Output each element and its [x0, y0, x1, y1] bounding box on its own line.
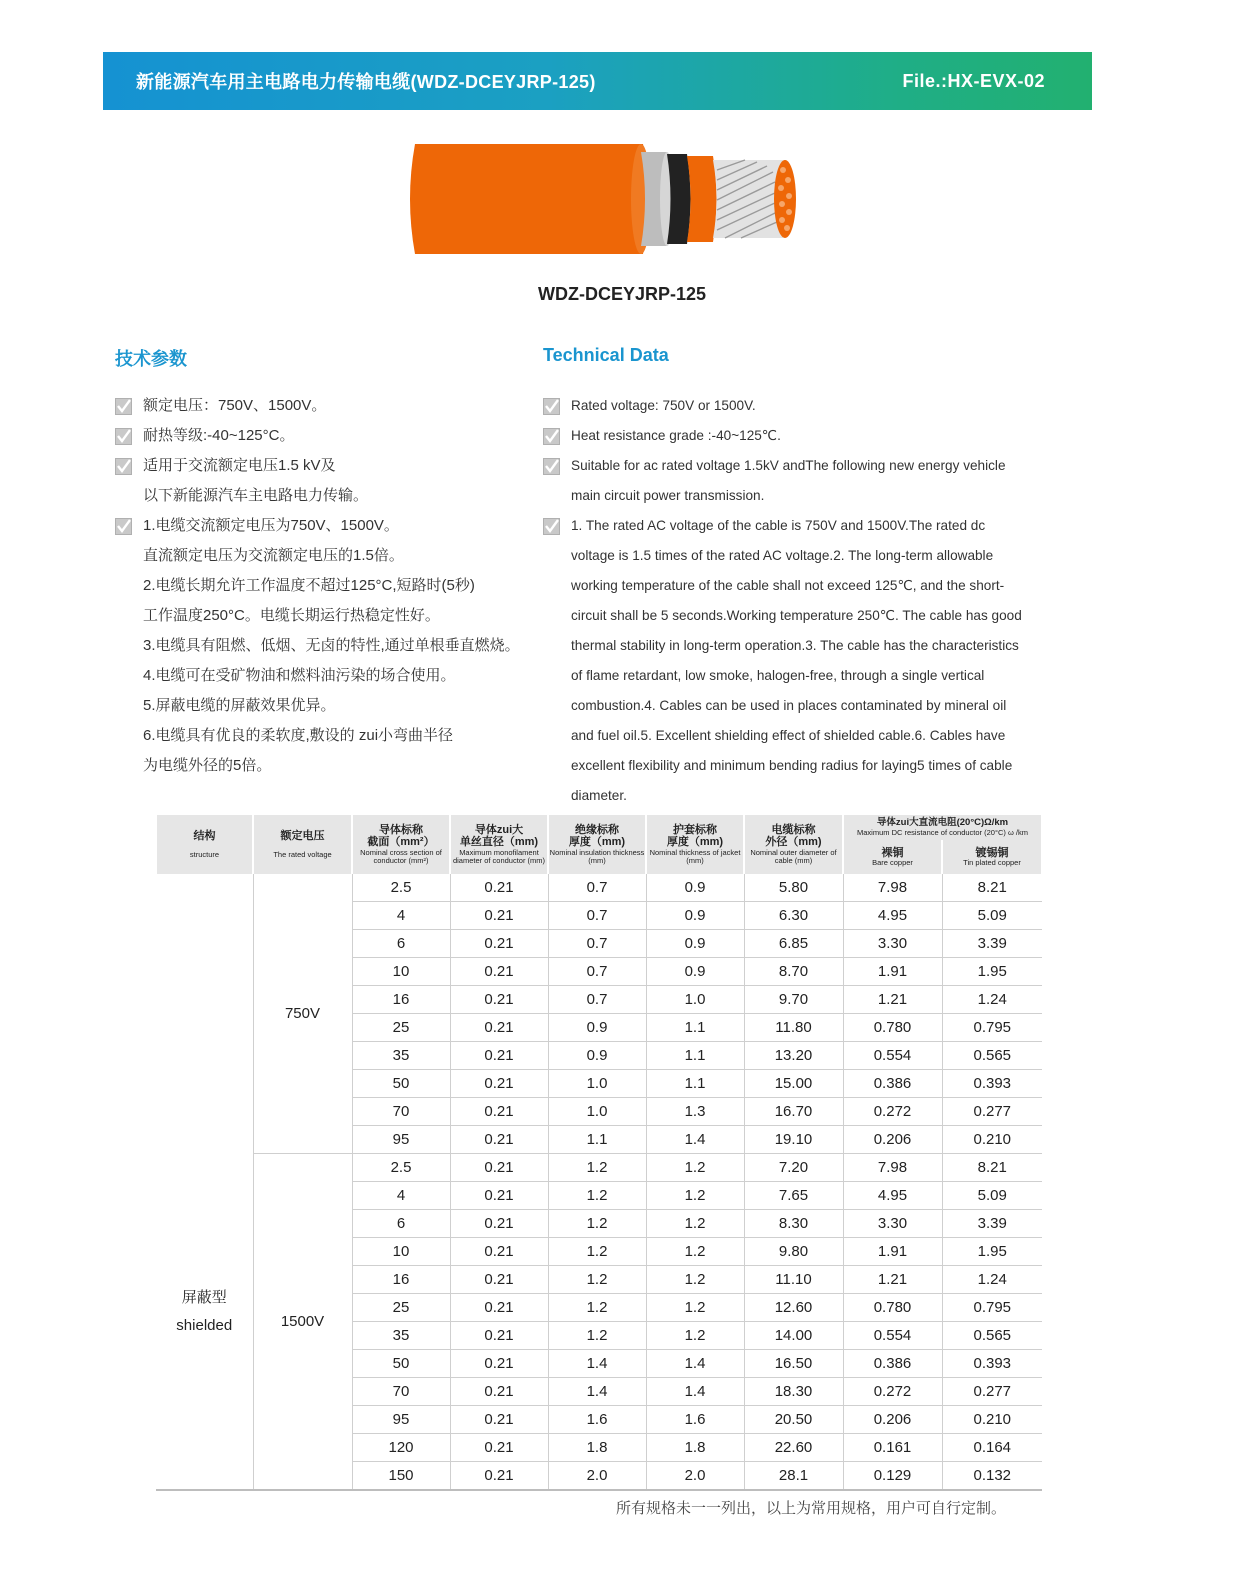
table-cell: 1.8 — [646, 1434, 744, 1462]
tech-line — [115, 511, 545, 541]
table-cell: 7.65 — [744, 1182, 843, 1210]
table-cell: 22.60 — [744, 1434, 843, 1462]
table-cell: 16.70 — [744, 1098, 843, 1126]
tech-line-text: excellent flexibility and minimum bending radius for laying5 times of cable — [571, 758, 1013, 773]
tech-line-text: 4.电缆可在受矿物油和燃料油污染的场合使用。 — [143, 667, 456, 684]
col-header-insulation: 绝缘标称 厚度（mm) Nominal insulation thickness (mm) — [548, 815, 646, 874]
table-cell: 0.795 — [942, 1294, 1042, 1322]
table-cell: 150 — [352, 1462, 450, 1491]
table-cell: 7.20 — [744, 1154, 843, 1182]
table-cell: 1.91 — [843, 958, 942, 986]
col-header-structure: 结构 structure — [156, 815, 253, 874]
table-cell: 35 — [352, 1042, 450, 1070]
structure-cell — [156, 874, 253, 1490]
tech-line-text: working temperature of the cable shall not exceed 125℃, and the short- — [571, 578, 1005, 593]
tech-line-text: 3.电缆具有阻燃、低烟、无卤的特性,通过单根垂直燃烧。 — [143, 637, 520, 654]
table-cell: 0.393 — [942, 1350, 1042, 1378]
table-cell: 95 — [352, 1126, 450, 1154]
table-cell: 0.21 — [450, 1182, 548, 1210]
voltage-cell: 750V — [253, 874, 352, 1154]
table-cell: 1.2 — [548, 1210, 646, 1238]
tech-line-text: Suitable for ac rated voltage 1.5kV andThe following new energy vehicle — [571, 458, 1006, 473]
tech-line — [115, 541, 545, 571]
table-cell: 4.95 — [843, 1182, 942, 1210]
check-mark-icon — [543, 518, 560, 535]
table-cell: 0.9 — [646, 874, 744, 902]
table-cell: 1.2 — [646, 1266, 744, 1294]
tech-line-text: 6.电缆具有优良的柔软度,敷设的 zui小弯曲半径 — [143, 727, 454, 744]
table-cell: 1.21 — [843, 986, 942, 1014]
check-mark-icon — [543, 398, 560, 415]
table-cell: 1.2 — [646, 1154, 744, 1182]
tech-en-list — [543, 391, 1083, 811]
table-cell: 1.24 — [942, 1266, 1042, 1294]
tech-line-text: thermal stability in long-term operation.3. The cable has the characteristics — [571, 638, 1019, 653]
table-cell: 18.30 — [744, 1378, 843, 1406]
table-cell: 16 — [352, 1266, 450, 1294]
table-cell: 0.795 — [942, 1014, 1042, 1042]
document-title: 新能源汽车用主电路电力传输电缆(WDZ-DCEYJRP-125) — [136, 72, 596, 92]
table-cell: 8.30 — [744, 1210, 843, 1238]
table-cell: 0.565 — [942, 1042, 1042, 1070]
table-cell: 0.386 — [843, 1350, 942, 1378]
table-cell: 9.80 — [744, 1238, 843, 1266]
table-cell: 70 — [352, 1378, 450, 1406]
table-cell: 0.9 — [548, 1042, 646, 1070]
tech-cn-title: 技术参数 — [115, 349, 187, 369]
table-cell: 2.0 — [548, 1462, 646, 1491]
tech-line — [115, 631, 545, 661]
header-banner — [103, 52, 1092, 110]
table-cell: 0.386 — [843, 1070, 942, 1098]
structure-en: shielded — [176, 1316, 233, 1334]
table-cell: 0.21 — [450, 1210, 548, 1238]
table-cell: 8.70 — [744, 958, 843, 986]
table-cell: 5.80 — [744, 874, 843, 902]
table-cell: 0.21 — [450, 1070, 548, 1098]
tech-line-text: 2.电缆长期允许工作温度不超过125°C,短路时(5秒) — [143, 577, 475, 594]
table-cell: 0.21 — [450, 1294, 548, 1322]
table-cell: 1.8 — [548, 1434, 646, 1462]
table-cell: 0.554 — [843, 1042, 942, 1070]
table-cell: 0.21 — [450, 1462, 548, 1491]
tech-line — [543, 421, 1083, 451]
table-cell: 1.3 — [646, 1098, 744, 1126]
table-cell: 1.2 — [646, 1238, 744, 1266]
check-mark-icon — [115, 428, 132, 445]
table-cell: 0.9 — [646, 958, 744, 986]
table-cell: 9.70 — [744, 986, 843, 1014]
product-model: WDZ-DCEYJRP-125 — [537, 284, 707, 304]
table-cell: 10 — [352, 958, 450, 986]
tech-line-text: of flame retardant, low smoke, halogen-free, through a single vertical — [571, 668, 985, 683]
table-cell: 6 — [352, 930, 450, 958]
table-cell: 0.780 — [843, 1294, 942, 1322]
cable-semiconductive-layer — [667, 154, 691, 244]
table-cell: 35 — [352, 1322, 450, 1350]
table-cell: 1.6 — [646, 1406, 744, 1434]
table-cell: 1.2 — [548, 1154, 646, 1182]
col-header-bare-copper: 裸铜 Bare copper — [843, 840, 942, 874]
table-cell: 11.10 — [744, 1266, 843, 1294]
table-row — [156, 874, 1042, 902]
tech-line — [115, 481, 545, 511]
table-cell: 1.0 — [548, 1070, 646, 1098]
table-cell: 4.95 — [843, 902, 942, 930]
table-cell: 2.5 — [352, 1154, 450, 1182]
table-cell: 8.21 — [942, 874, 1042, 902]
table-cell: 1.2 — [548, 1294, 646, 1322]
table-cell: 0.21 — [450, 1406, 548, 1434]
tech-line — [543, 661, 1083, 691]
tech-line-text: 1. The rated AC voltage of the cable is 750V and 1500V.The rated dc — [571, 518, 986, 533]
table-cell: 1.4 — [548, 1378, 646, 1406]
tech-line — [543, 781, 1083, 811]
table-cell: 0.21 — [450, 1350, 548, 1378]
table-cell: 1.2 — [548, 1238, 646, 1266]
table-cell: 3.39 — [942, 930, 1042, 958]
table-cell: 0.161 — [843, 1434, 942, 1462]
table-cell: 1.6 — [548, 1406, 646, 1434]
table-cell: 1.2 — [548, 1266, 646, 1294]
tech-line-text: 耐热等级:-40~125°C。 — [143, 427, 295, 444]
tech-line — [543, 631, 1083, 661]
tech-line — [115, 751, 545, 781]
col-header-outer-diameter: 电缆标称 外径（mm) Nominal outer diameter of cable (mm) — [744, 815, 843, 874]
tech-line-text: 额定电压：750V、1500V。 — [143, 397, 327, 414]
table-cell: 0.206 — [843, 1126, 942, 1154]
check-mark-icon — [115, 518, 132, 535]
tech-line-text: 直流额定电压为交流额定电压的1.5倍。 — [143, 547, 404, 564]
tech-line — [115, 721, 545, 751]
table-cell: 3.39 — [942, 1210, 1042, 1238]
table-cell: 1.2 — [548, 1182, 646, 1210]
table-cell: 3.30 — [843, 1210, 942, 1238]
table-cell: 0.21 — [450, 874, 548, 902]
table-cell: 0.21 — [450, 1098, 548, 1126]
table-cell: 0.21 — [450, 930, 548, 958]
table-cell: 15.00 — [744, 1070, 843, 1098]
table-cell: 1.2 — [548, 1322, 646, 1350]
table-cell: 1.0 — [548, 1098, 646, 1126]
table-cell: 1.95 — [942, 1238, 1042, 1266]
tech-line — [543, 511, 1083, 541]
table-cell: 0.21 — [450, 986, 548, 1014]
table-cell: 0.164 — [942, 1434, 1042, 1462]
table-cell: 5.09 — [942, 1182, 1042, 1210]
tech-line-text: voltage is 1.5 times of the rated AC voltage.2. The long-term allowable — [571, 548, 994, 563]
tech-line-text: 5.屏蔽电缆的屏蔽效果优异。 — [143, 697, 336, 714]
table-cell: 1.91 — [843, 1238, 942, 1266]
tech-line — [115, 421, 545, 451]
table-cell: 0.21 — [450, 1434, 548, 1462]
voltage-cell: 1500V — [253, 1154, 352, 1491]
cable-jacket — [410, 144, 648, 254]
tech-line-text: 为电缆外径的5倍。 — [143, 757, 272, 774]
table-cell: 5.09 — [942, 902, 1042, 930]
table-cell: 0.21 — [450, 1154, 548, 1182]
table-cell: 1.2 — [646, 1294, 744, 1322]
table-cell: 2.5 — [352, 874, 450, 902]
table-cell: 6 — [352, 1210, 450, 1238]
table-cell: 0.7 — [548, 958, 646, 986]
check-mark-icon — [543, 428, 560, 445]
table-cell: 0.272 — [843, 1378, 942, 1406]
tech-line-text: 适用于交流额定电压1.5 kV及 — [143, 457, 336, 474]
table-cell: 4 — [352, 902, 450, 930]
tech-line — [543, 751, 1083, 781]
tech-line — [115, 691, 545, 721]
table-cell: 70 — [352, 1098, 450, 1126]
table-cell: 14.00 — [744, 1322, 843, 1350]
table-cell: 0.21 — [450, 1238, 548, 1266]
table-cell: 1.4 — [548, 1350, 646, 1378]
table-cell: 7.98 — [843, 1154, 942, 1182]
table-cell: 28.1 — [744, 1462, 843, 1491]
table-cell: 0.393 — [942, 1070, 1042, 1098]
cable-illustration — [405, 140, 825, 258]
table-cell: 0.21 — [450, 1014, 548, 1042]
table-cell: 0.21 — [450, 1042, 548, 1070]
table-cell: 0.21 — [450, 958, 548, 986]
tech-line-text: Rated voltage: 750V or 1500V. — [571, 398, 756, 413]
table-cell: 16 — [352, 986, 450, 1014]
tech-line — [543, 481, 1083, 511]
tech-line-text: circuit shall be 5 seconds.Working temperature 250℃. The cable has good — [571, 608, 1022, 623]
table-cell: 2.0 — [646, 1462, 744, 1491]
table-cell: 0.129 — [843, 1462, 942, 1491]
table-row — [156, 1154, 1042, 1182]
table-cell: 50 — [352, 1350, 450, 1378]
tech-line — [115, 571, 545, 601]
table-cell: 0.132 — [942, 1462, 1042, 1491]
table-cell: 0.277 — [942, 1098, 1042, 1126]
table-cell: 0.21 — [450, 1322, 548, 1350]
check-mark-icon — [115, 458, 132, 475]
check-mark-icon — [543, 458, 560, 475]
table-cell: 0.565 — [942, 1322, 1042, 1350]
table-cell: 20.50 — [744, 1406, 843, 1434]
tech-line — [543, 541, 1083, 571]
table-cell: 1.95 — [942, 958, 1042, 986]
table-cell: 0.9 — [646, 930, 744, 958]
table-cell: 1.1 — [646, 1070, 744, 1098]
col-header-section: 导体标称 截面（mm²） Nominal cross section of conductor (mm²) — [352, 815, 450, 874]
tech-line-text: main circuit power transmission. — [571, 488, 765, 503]
table-cell: 1.1 — [646, 1042, 744, 1070]
table-cell: 0.7 — [548, 902, 646, 930]
tech-cn-list — [115, 391, 545, 781]
table-cell: 19.10 — [744, 1126, 843, 1154]
tech-line-text: 工作温度250°C。电缆长期运行热稳定性好。 — [143, 607, 440, 624]
cable-insulation — [687, 156, 717, 242]
tech-line-text: and fuel oil.5. Excellent shielding effect of shielded cable.6. Cables have — [571, 728, 1006, 743]
table-cell: 1.24 — [942, 986, 1042, 1014]
table-cell: 3.30 — [843, 930, 942, 958]
check-mark-icon — [115, 398, 132, 415]
tech-line — [543, 601, 1083, 631]
table-cell: 0.277 — [942, 1378, 1042, 1406]
table-cell: 1.1 — [646, 1014, 744, 1042]
table-cell: 0.272 — [843, 1098, 942, 1126]
table-cell: 1.0 — [646, 986, 744, 1014]
table-cell: 25 — [352, 1014, 450, 1042]
spec-table — [155, 815, 1043, 1491]
tech-line — [543, 691, 1083, 721]
table-cell: 0.21 — [450, 1378, 548, 1406]
table-cell: 0.7 — [548, 874, 646, 902]
table-cell: 11.80 — [744, 1014, 843, 1042]
table-cell: 95 — [352, 1406, 450, 1434]
col-header-filament: 导体zui大 单丝直径（mm) Maximum monofilament diameter of conductor (mm) — [450, 815, 548, 874]
table-cell: 1.2 — [646, 1182, 744, 1210]
tech-line — [543, 571, 1083, 601]
tech-line-text: Heat resistance grade :-40~125℃. — [571, 428, 781, 443]
tech-line-text: 1.电缆交流额定电压为750V、1500V。 — [143, 517, 399, 534]
tech-line — [115, 661, 545, 691]
table-cell: 1.4 — [646, 1350, 744, 1378]
table-cell: 6.85 — [744, 930, 843, 958]
file-number: File.:HX-EVX-02 — [902, 70, 1045, 91]
tech-line-text: combustion.4. Cables can be used in places contaminated by mineral oil — [571, 698, 1007, 713]
table-cell: 10 — [352, 1238, 450, 1266]
table-cell: 16.50 — [744, 1350, 843, 1378]
tech-line — [543, 451, 1083, 481]
table-cell: 0.21 — [450, 1126, 548, 1154]
table-cell: 0.9 — [646, 902, 744, 930]
tech-en-title: Technical Data — [543, 345, 669, 365]
tech-line — [115, 391, 545, 421]
spec-table-body — [156, 874, 1042, 1490]
table-cell: 13.20 — [744, 1042, 843, 1070]
col-header-tin-copper: 镀锡铜 Tin plated copper — [942, 840, 1042, 874]
col-header-voltage: 额定电压 The rated voltage — [253, 815, 352, 874]
table-cell: 1.2 — [646, 1322, 744, 1350]
table-cell: 0.7 — [548, 930, 646, 958]
table-cell: 1.4 — [646, 1126, 744, 1154]
tech-line-text: 以下新能源汽车主电路电力传输。 — [143, 487, 369, 504]
table-cell: 0.21 — [450, 1266, 548, 1294]
table-cell: 1.1 — [548, 1126, 646, 1154]
table-cell: 12.60 — [744, 1294, 843, 1322]
col-header-jacket: 护套标称 厚度（mm) Nominal thickness of jacket (mm) — [646, 815, 744, 874]
table-cell: 4 — [352, 1182, 450, 1210]
structure-cn: 屏蔽型 — [181, 1288, 227, 1306]
table-footnote: 所有规格未一一列出，以上为常用规格，用户可自行定制。 — [616, 1500, 1007, 1517]
table-cell: 0.210 — [942, 1126, 1042, 1154]
table-cell: 0.780 — [843, 1014, 942, 1042]
tech-line-text: diameter. — [571, 788, 627, 803]
table-cell: 25 — [352, 1294, 450, 1322]
tech-line — [543, 391, 1083, 421]
table-cell: 120 — [352, 1434, 450, 1462]
table-cell: 6.30 — [744, 902, 843, 930]
table-cell: 8.21 — [942, 1154, 1042, 1182]
table-cell: 50 — [352, 1070, 450, 1098]
table-cell: 1.21 — [843, 1266, 942, 1294]
table-cell: 1.2 — [646, 1210, 744, 1238]
table-cell: 0.210 — [942, 1406, 1042, 1434]
table-cell: 0.206 — [843, 1406, 942, 1434]
table-cell: 0.21 — [450, 902, 548, 930]
col-header-resistance: 导体zui大直流电阻(20°C)Ω/km Maximum DC resistance of conductor (20°C) ω /km — [843, 815, 1042, 840]
tech-line — [115, 451, 545, 481]
table-cell: 0.9 — [548, 1014, 646, 1042]
tech-line — [115, 601, 545, 631]
table-cell: 7.98 — [843, 874, 942, 902]
table-cell: 0.7 — [548, 986, 646, 1014]
table-cell: 0.554 — [843, 1322, 942, 1350]
table-cell: 1.4 — [646, 1378, 744, 1406]
tech-line — [543, 721, 1083, 751]
